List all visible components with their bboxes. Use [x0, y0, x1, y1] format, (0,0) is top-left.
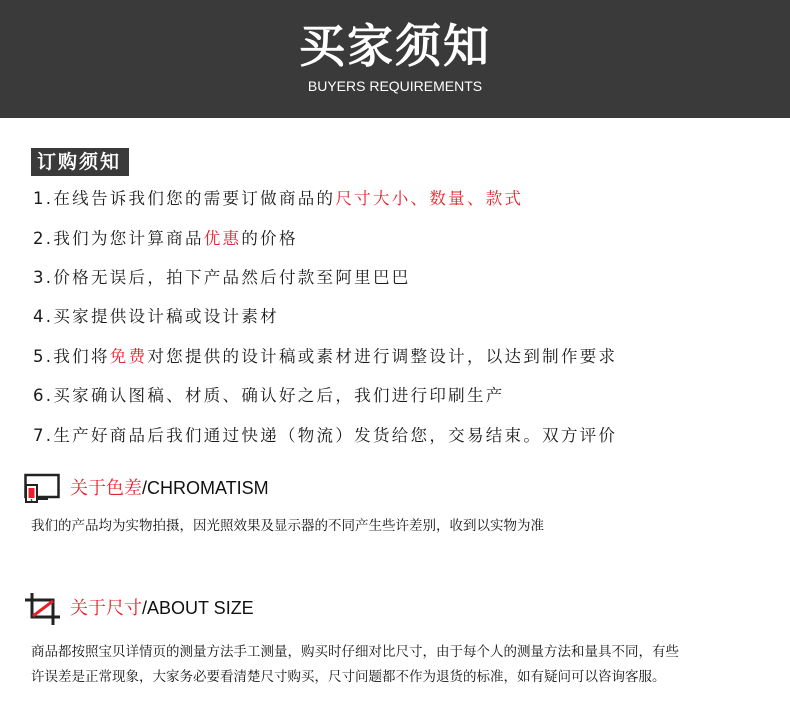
chromatism-title-cn: 关于色差: [70, 478, 142, 499]
page-subtitle: BUYERS REQUIREMENTS: [307, 78, 483, 94]
step-text: 1.在线告诉我们您的需要订做商品的: [33, 189, 336, 208]
step-highlight: 尺寸大小、数量、款式: [335, 189, 524, 208]
crop-icon: [24, 592, 64, 630]
monitor-phone-icon: [24, 472, 64, 508]
page-title: 买家须知: [299, 19, 491, 73]
size-title-cn: 关于尺寸: [70, 598, 142, 619]
order-step: [33, 226, 298, 252]
chromatism-title-en: /CHROMATISM: [142, 478, 269, 498]
step-text: 7.生产好商品后我们通过快递（物流）发货给您，交易结束。双方评价: [33, 426, 618, 445]
size-text-line-2: 许误差是正常现象，大家务必要看清楚尺寸购买，尺寸问题都不作为退货的标准，如有疑问可以咨询客服。: [31, 669, 666, 685]
header-banner: [0, 0, 790, 118]
size-title: [70, 596, 254, 621]
order-step: [33, 423, 617, 449]
size-text-line-1: 商品都按照宝贝详情页的测量方法手工测量，购买时仔细对比尺寸，由于每个人的测量方法和量具不同，有些: [31, 644, 679, 660]
step-text: 2.我们为您计算商品: [33, 229, 204, 248]
step-text: 3.价格无误后，拍下产品然后付款至阿里巴巴: [33, 268, 411, 287]
step-text: 6.买家确认图稿、材质、确认好之后，我们进行印刷生产: [33, 386, 505, 405]
order-notice-badge: 订购须知: [31, 148, 129, 176]
order-step: [33, 383, 505, 409]
chromatism-title: [70, 476, 269, 501]
chromatism-text: 我们的产品均为实物拍摄，因光照效果及显示器的不同产生些许差别，收到以实物为准: [31, 518, 544, 534]
order-step: [33, 186, 523, 212]
step-text-after: 的价格: [241, 229, 298, 248]
order-step: [33, 304, 279, 330]
step-text: 5.我们将: [33, 347, 110, 366]
order-step: [33, 344, 617, 370]
step-highlight: 免费: [109, 347, 148, 366]
step-highlight: 优惠: [203, 229, 242, 248]
step-text: 4.买家提供设计稿或设计素材: [33, 307, 279, 326]
step-text-after: 对您提供的设计稿或素材进行调整设计，以达到制作要求: [147, 347, 618, 366]
size-title-en: /ABOUT SIZE: [142, 598, 254, 618]
order-step: [33, 265, 411, 291]
